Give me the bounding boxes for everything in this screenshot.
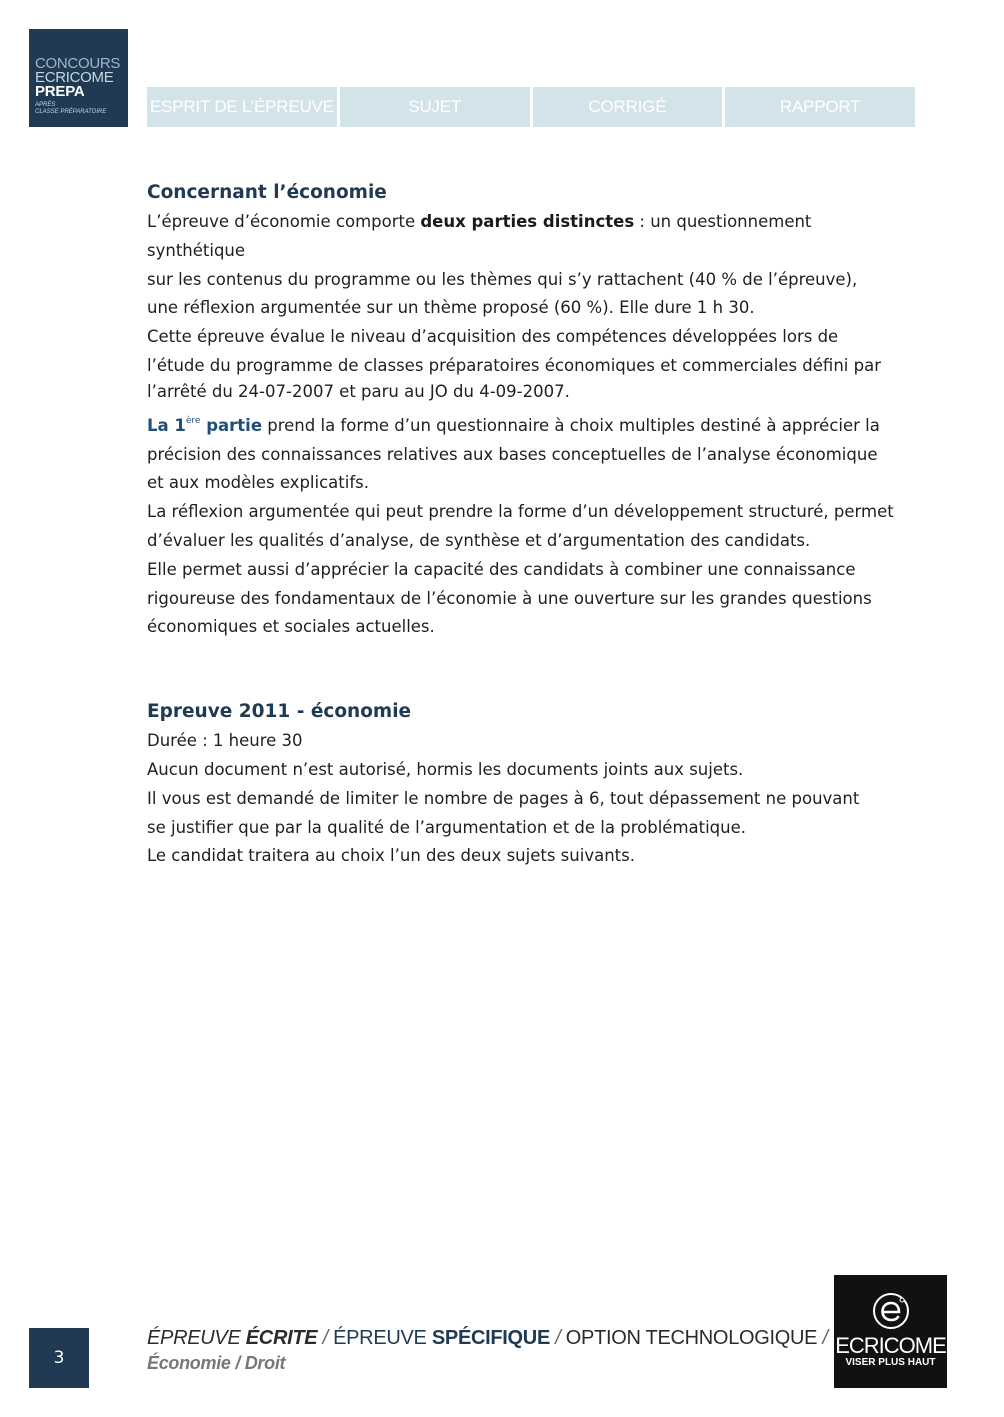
section-spacer — [147, 642, 907, 697]
footer-separator: / — [550, 1327, 566, 1349]
accent-text — [147, 416, 262, 435]
paragraph-line: Cette épreuve évalue le niveau d’acquisition des compétences développées lors de — [147, 327, 839, 347]
tab-esprit-epreuve[interactable]: ESPRIT DE L’ÉPREUVE — [147, 87, 337, 127]
section-title-economie: Concernant l’économie — [147, 182, 387, 203]
section-economie-body — [147, 208, 907, 642]
footer-caption — [147, 1325, 828, 1375]
main-content — [147, 178, 907, 871]
text-span: prend la forme d’un questionnaire à choix multiples destiné à apprécier la — [262, 415, 880, 435]
accent-pre: La 1 — [147, 415, 186, 435]
paragraph-line: d’évaluer les qualités d’analyse, de synthèse et d’argumentation des candidats. — [147, 530, 811, 550]
paragraph-line: l’étude du programme de classes préparatoires économiques et commerciales défini par — [147, 355, 881, 375]
tab-rapport[interactable]: RAPPORT — [725, 87, 915, 127]
footer-ecrite: ÉCRITE — [245, 1327, 318, 1349]
footer-specifique: SPÉCIFIQUE — [431, 1327, 550, 1349]
paragraph-line: Il vous est demandé de limiter le nombre de pages à 6, tout dépassement ne pouvant — [147, 788, 860, 808]
accent-sup: ère — [185, 415, 201, 426]
footer-epreuve: ÉPREUVE — [147, 1327, 241, 1349]
paragraph-line: et aux modèles explicatifs. — [147, 473, 369, 493]
footer-epreuve-2: ÉPREUVE — [333, 1327, 427, 1349]
logo-prepa-text: PREPA — [35, 83, 85, 100]
paragraph-line: une réflexion argumentée sur un thème proposé (60 %). Elle dure 1 h 30. — [147, 298, 755, 318]
logo-ecricome-text: ECRICOME — [35, 69, 114, 86]
paragraph-line: précision des connaissances relatives aux bases conceptuelles de l’analyse économique — [147, 444, 878, 464]
paragraph-line: Durée : 1 heure 30 — [147, 731, 303, 751]
paragraph-line: économiques et sociales actuelles. — [147, 617, 435, 637]
paragraph-line: rigoureuse des fondamentaux de l’économie à une ouverture sur les grandes questions — [147, 588, 872, 608]
paragraph-line: sur les contenus du programme ou les thèmes qui s’y rattachent (40 % de l’épreuve), — [147, 269, 858, 289]
section-epreuve-body — [147, 727, 907, 871]
footer-separator: / — [317, 1327, 334, 1349]
logo-classe-text: CLASSE PRÉPARATOIRE — [35, 109, 107, 115]
page-number: 3 — [29, 1328, 89, 1388]
ecricome-brand-logo — [834, 1275, 947, 1388]
paragraph-line: se justifier que par la qualité de l’argumentation et de la problématique. — [147, 817, 747, 837]
paragraph-line — [147, 208, 907, 266]
paragraph-line: l’arrêté du 24-07-2007 et paru au JO du 4-09-2007. — [147, 381, 570, 401]
text-span: : un questionnement synthétique — [147, 212, 812, 260]
paragraph-line: Le candidat traitera au choix l’un des deux sujets suivants. — [147, 846, 635, 866]
logo-apres-text: APRÈS — [35, 102, 56, 108]
footer-option: OPTION TECHNOLOGIQUE — [565, 1327, 818, 1349]
section-tabs — [147, 87, 915, 127]
tab-corrige[interactable]: CORRIGÉ — [533, 87, 723, 127]
section-title-epreuve-2011: Epreuve 2011 - économie — [147, 701, 412, 723]
paragraph-line: Aucun document n’est autorisé, hormis les documents joints aux sujets. — [147, 759, 744, 779]
concours-logo — [29, 29, 128, 127]
tab-sujet[interactable]: SUJET — [340, 87, 530, 127]
paragraph-line: La réflexion argumentée qui peut prendre la forme d’un développement structuré, permet — [147, 502, 894, 522]
text-span: L’épreuve d’économie comporte — [147, 212, 421, 231]
footer-exam-type — [147, 1325, 828, 1351]
bold-text: deux parties distinctes — [420, 212, 635, 231]
footer-separator: / — [817, 1327, 828, 1349]
brand-tagline: VISER PLUS HAUT — [845, 1357, 936, 1368]
logo-concours-text: CONCOURS — [35, 55, 121, 72]
logo-subtitle — [35, 102, 128, 116]
accent-post: partie — [200, 415, 263, 435]
paragraph-line: Elle permet aussi d’apprécier la capacité des candidats à combiner une connaissance — [147, 559, 856, 579]
footer-subjects: Économie / Droit — [147, 1353, 286, 1373]
ecricome-e-icon — [834, 1291, 947, 1331]
brand-name: ECRICOME — [835, 1333, 946, 1358]
paragraph-line — [147, 407, 907, 441]
